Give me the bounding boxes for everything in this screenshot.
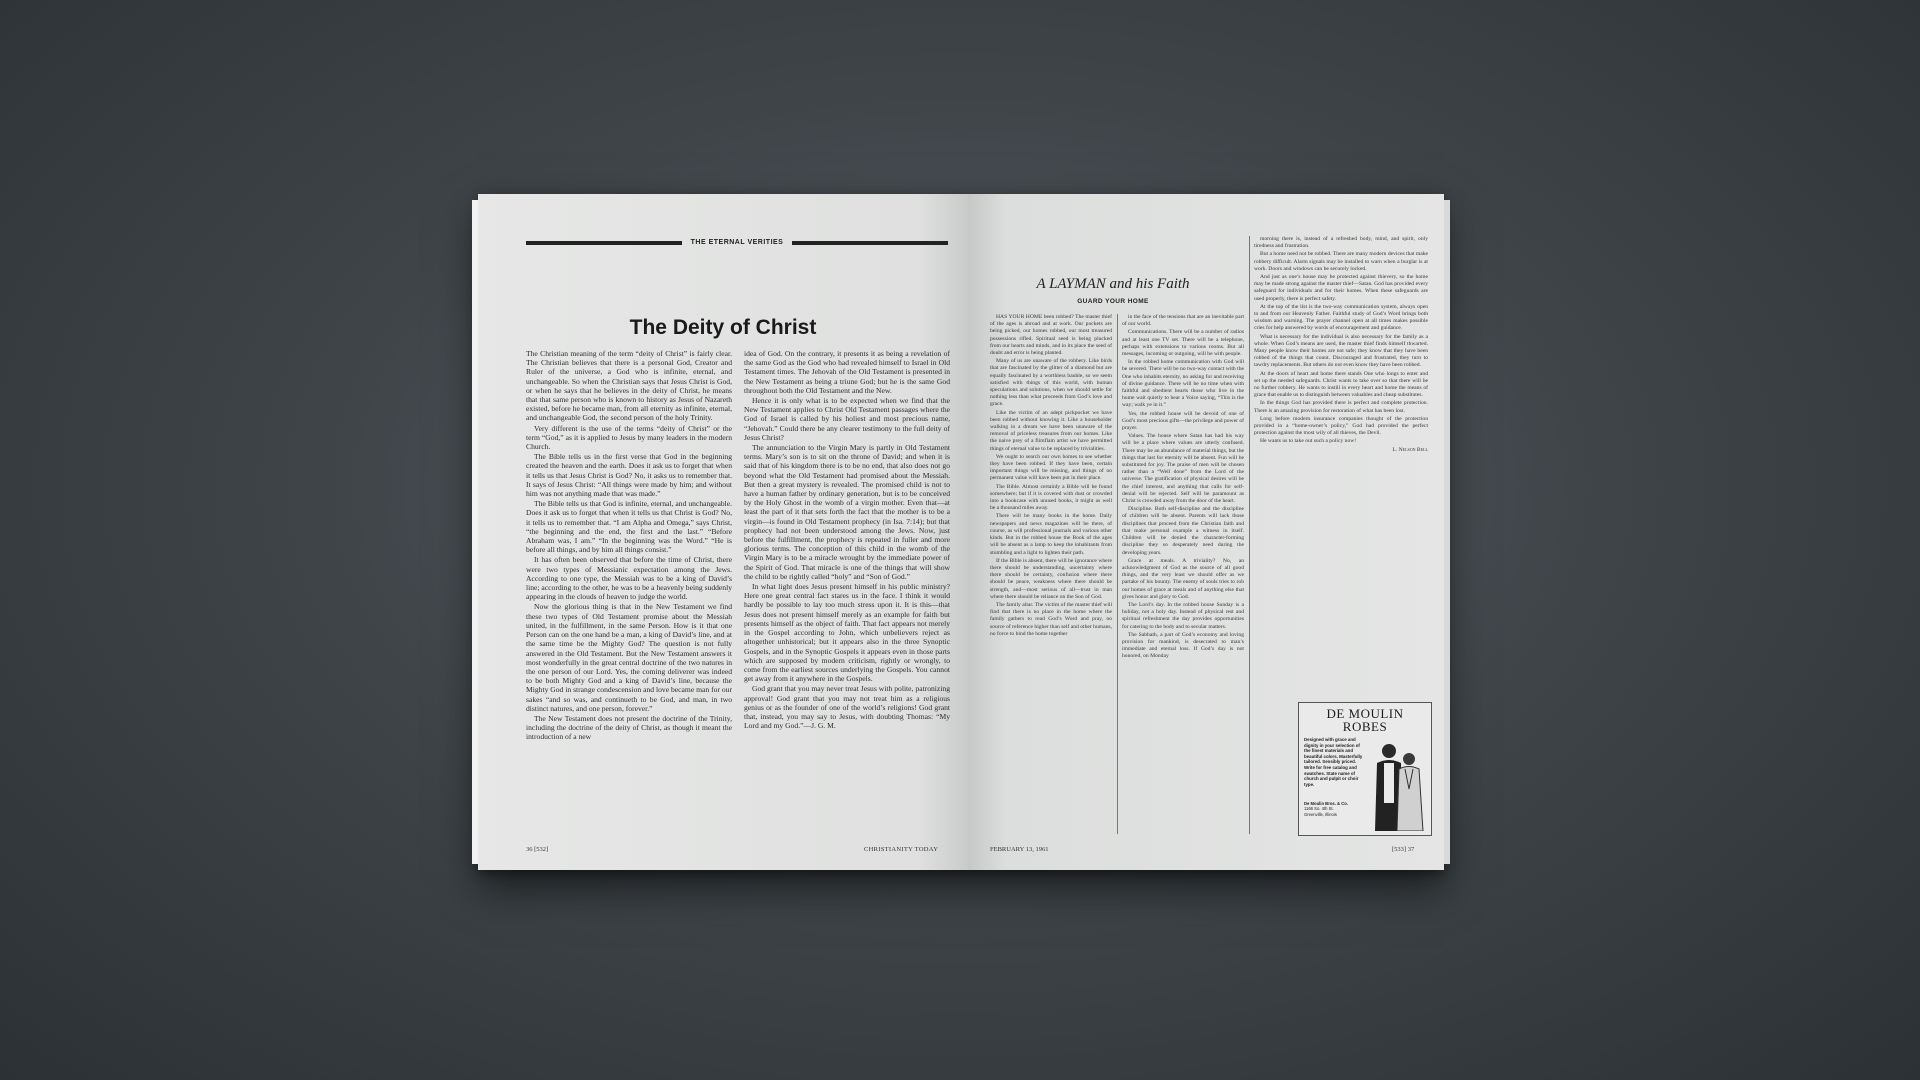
robed-figures-illustration (1369, 737, 1427, 831)
ad-company: De Moulin Bros. & Co. (1304, 801, 1348, 806)
paragraph: And just as one’s house may be protected against thievery, so the home may be made strong against the master thief—Satan. God has provided every safeguard for individuals and for their homes. When these safeguards are used properly, there is perfect safety. (1254, 274, 1428, 302)
paragraph: Values. The house where Satan has had his way will be a place where values are utterly confused. There may be an abundance of material things, but the things that last for eternity will be absent. Fun will be substituted for joy. The praise of men will be chosen rather than a “Well done” from the Lord of the universe. The gratification of physical desires will be the chief interest, and anything that calls for self-denial will be rejected. Self will be paramount as Christ is crowded away from the door of the heart. (1122, 433, 1244, 505)
left-page (478, 194, 968, 870)
article-title: The Deity of Christ (629, 316, 817, 339)
paragraph: The New Testament does not present the doctrine of the Trinity, including the doctrine of the deity of Christ, as though it meant the introduction of a new (526, 713, 732, 742)
paragraph: in the face of the tensions that are an inevitable part of our world. (1122, 314, 1244, 328)
paragraph: There will be many books in the home. Daily newspapers and news magazines will be there, of course, as will professional journals and various other kinds. But in the robbed house the Book of the ages will be absent as a lamp to keep the inhabitants from stumbling and a light to lighten their path. (990, 513, 1112, 556)
paragraph: Discipline. Both self-discipline and the discipline of children will be absent. Parents will lack those disciplines that proceed from the Christian faith and that make personal example a witness in itself. Children will be denied the character-forming discipline they so desperately need during the developing years. (1122, 506, 1244, 556)
paragraph: Now the glorious thing is that in the New Testament we find these two types of Old Testament promise about the Messiah united, in the fulfillment, in the same Person. How is it that one Person can on the one hand be a man, a king of David’s line, and at the same time be the Mighty God? The question is not fully answered in the Old Testament. But the New Testament answers it most wonderfully in the great central doctrine of the two natures in the one person of our Lord. Yes, the coming deliverer was indeed to be both Mighty God and a king of David’s line, because the Mighty God in strange condescension and love became man for our sakes “and so was, and continueth to be God, and man, in two distinct natures, and one person, forever.” (526, 602, 732, 713)
magazine-spread (478, 194, 1444, 870)
page-edge-right (1444, 200, 1450, 864)
paragraph: He wants us to take out such a policy now! (1260, 438, 1357, 445)
paragraph: In the robbed home communication with God will be severed. There will be no two-way contact with the One who inhabits eternity, no asking for and receiving of divine guidance. There will be no time when with faithful and obedient hearts those who live in the home wait quietly to hear a Voice saying, “This is the way; walk ye in it.” (1122, 359, 1244, 409)
article-column-2 (744, 349, 950, 833)
paragraph: Communications. There will be a number of radios and at least one TV set. There will be a telephone, perhaps with extensions to various rooms. But all messages, incoming or outgoing, will be with people. (1122, 329, 1244, 358)
paragraph: Grace at meals. A triviality? No, an acknowledgment of God as the source of all good things, and the very least we should offer as we partake of his bounty. The enemy of souls tries to rob our homes of grace at meals and of anything else that gives honor and glory to God. (1122, 557, 1244, 600)
magazine-name: CHRISTIANITY TODAY (864, 846, 939, 853)
page-number-left: 36 [532] (526, 846, 549, 853)
section-label: THE ETERNAL VERITIES (690, 239, 784, 246)
paragraph: It has often been observed that before the time of Christ, there were two types of Messianic expectation among the Jews. According to one type, the Messiah was to be a king of David’s line; according to the other, he was to be a heavenly being suddenly appearing in the clouds of heaven to judge the world. (526, 555, 732, 602)
layman-column-3 (1254, 236, 1428, 696)
paragraph: The annunciation to the Virgin Mary is partly in Old Testament terms. Mary’s son is to sit on the throne of David; and when it is said that of his kingdom there is to be no end, that also does not go beyond what the Old Testament had promised about the Messiah. But then a great mystery is revealed. The promised child is not to have a human father by ordinary generation, but is to be conceived by the Holy Ghost in the womb of a virgin mother. Even that—at least the part of it that sets forth the fact that the mother is to be a virgin—is found in Old Testament prophecy (in Isa. 7:14); but that prophecy had not been understood among the Jews. Now, just before the fulfillment, the prophecy is repeated in fuller and more glorious terms. The conception of this child in the womb of the Virgin Mary is to be a miracle wrought by the immediate power of the Spirit of God. That miracle is one of the things that will show the child to be rightly called “holy” and “Son of God.” (744, 443, 950, 581)
paragraph: At the top of the list is the two-way communication system, always open to and from our Heavenly Father. Faithful study of God’s Word brings both wisdom and warning. The prayer channel open at all times makes possible cries for help answered by words of encouragement and guidance. (1254, 303, 1428, 332)
column-title: A LAYMAN and his Faith (1036, 276, 1190, 292)
paragraph: morning there is, instead of a refreshed body, mind, and spirit, only tiredness and frustration. (1254, 236, 1428, 250)
paragraph: The Bible tells us in the first verse that God in the beginning created the heaven and the earth. Does it ask us to forget that when it tells us that Jesus Christ is God? No, it asks us to remember that. It says of Jesus Christ: “All things were made by him; and without him was not anything made that was made.” (526, 452, 732, 499)
paragraph: God grant that you may never treat Jesus with polite, patronizing approval! God grant that you may not treat him as a religious genius or as the founder of one of the world’s religions! God grant that, instead, you may say to Jesus, with doubting Thomas: “My Lord and my God.”—J. G. M. (744, 684, 950, 731)
layman-column-2 (1122, 314, 1244, 834)
paragraph: The Bible tells us that God is infinite, eternal, and unchangeable. Does it ask us to forget that when it tells us that Christ is God? No, it tells us to remember that. “I am Alpha and Omega,” says Christ, “the beginning and the end, the first and the last.” “Before Abraham was, I am.” “In the beginning was the Word.” “He is before all things, and by him all things consist.” (526, 499, 732, 555)
paragraph: But a home need not be robbed. There are many modern devices that make robbery difficult. Alarm signals may be installed to warn when a burglar is at work. Doors and windows can be securely locked. (1254, 251, 1428, 272)
article-column-1 (526, 349, 732, 833)
paragraph: In what light does Jesus present himself in his public ministry? Here one great central fact stares us in the face. I think it would hardly be possible to lay too much stress upon it. It is this—that Jesus does not present himself merely as an example for faith but presents himself as the object of faith. That fact appears not merely in the Gospel according to John, which unbelievers reject as altogether unhistorical; but it appears also in the three Synoptic Gospels, and in the Synoptic Gospels it appears even in those parts which are supposed by modern criticism, rightly or wrongly, to come from the earliest sources underlying the Gospels. You cannot get away from it anywhere in the Gospels. (744, 582, 950, 684)
page-edge-left (472, 200, 478, 864)
page-number-right: [533] 37 (1392, 846, 1415, 853)
paragraph: The Sabbath, a part of God’s economy and loving provision for mankind, is desecrated to man’s immediate and eternal loss. If God’s day is not honored, on Monday (1122, 631, 1244, 660)
ad-body: Designed with grace and dignity in your selection of the finest materials and beautiful colors. Masterfully tailored. Sensibly priced. Write for free catalog and swatches. State name of church and pulpit or choir type. (1304, 737, 1363, 787)
paragraph: Long before modern insurance companies thought of the protection provided in a “home-owner’s policy,” God had provided the perfect protection against the most wily of all thieves, the Devil. (1254, 415, 1428, 437)
ad-address (1304, 801, 1374, 817)
paragraph: Very different is the use of the terms “deity of Christ” or the term “God,” as it is applied to Jesus by many leaders in the modern Church. (526, 423, 732, 452)
layman-column-1 (990, 314, 1112, 834)
de-moulin-robes-ad (1298, 702, 1432, 836)
ad-title-line: DE MOULIN (1326, 706, 1404, 721)
paragraph: In the things God has provided there is perfect and complete protection. There is an amazing provision for restoration of what has been lost. (1254, 400, 1428, 414)
paragraph: Hence it is only what is to be expected when we find that the New Testament applies to Christ Old Testament passages where the God of Israel is called by his holiest and most precious name, “Jehovah.” Could there be any clearer testimony to the full deity of Jesus Christ? (744, 396, 950, 442)
paragraph: We ought to search our own homes to see whether they have been robbed. If they have been, certain important things will be missing, and things of no permanent value will have been put in their place. (990, 453, 1112, 482)
paragraph: The Christian meaning of the term “deity of Christ” is fairly clear. The Christian believes that there is a personal God, Creator and Ruler of the universe, a God who is infinite, eternal, and unchangeable. So when the Christian says that Jesus Christ is God, or when he says that he believes in the deity of Christ, he means that that same person who is known to history as Jesus of Nazareth existed, before he became man, from all eternity as infinite, eternal, and unchangeable God, the second person of the holy Trinity. (526, 349, 732, 423)
ad-title-line: ROBES (1342, 719, 1388, 734)
right-page (968, 194, 1444, 870)
author-signature: L. Nelson Bell (1392, 446, 1428, 453)
paragraph: The family altar. The victim of the master thief will find that there is no place in the home where the family gathers to read God’s Word and pray, no source of reference higher than self and other humans, no force to bind the home together (990, 601, 1112, 637)
column-subtitle: GUARD YOUR HOME (1077, 298, 1149, 305)
ad-title (1299, 707, 1431, 733)
paragraph: What is necessary for the individual is also necessary for the family as a whole. When God’s means are used, the master thief finds himself thwarted. Many people know their homes are not safe; they know that they have been robbed of the things that count. Discouraged and frustrated, they turn to tawdry replacements. But others do not even know they have been robbed. (1254, 333, 1428, 369)
paragraph: Many of us are unaware of the robbery. Like birds that are fascinated by the glitter of a diamond but are equally fascinated by a worthless bauble, so we seem satisfied with things of this world, with human speculations and solutions, when we should settle for nothing less than what proceeds from God’s love and grace. (990, 358, 1112, 408)
issue-date: FEBRUARY 13, 1961 (990, 846, 1049, 853)
ad-street: 1166 So. 4th St. (1304, 806, 1334, 812)
paragraph: idea of God. On the contrary, it presents it as being a revelation of the same God as the God who had revealed himself to Israel in Old Testament times. The Jehovah of the Old Testament is presented in the New Testament as being a triune God; but he is the same God throughout both the Old Testament and the New. (744, 349, 950, 395)
paragraph: The Lord’s day. In the robbed house Sunday is a holiday, not a holy day. Instead of physical rest and spiritual refreshment the day provides opportunities for catering to the body and to secular matters. (1122, 601, 1244, 630)
rule-left (526, 241, 682, 245)
column-divider (1117, 314, 1118, 834)
paragraph: If the Bible is absent, there will be ignorance where there should be understanding, uncertainty where there should be certainty, confusion where there should be peace, weakness where there should be strength, and—most serious of all—trust in man where there should be reliance on the Son of God. (990, 557, 1112, 600)
paragraph: Yes, the robbed house will be devoid of one of God’s most precious gifts—the privilege and power of prayer. (1122, 410, 1244, 432)
paragraph: At the doors of heart and home there stands One who longs to enter and set up the needed safeguards. Christ wants to take over so that there will be no further robbery. He wants to instill in every heart and home the means of grace that enable us to distinguish between valuables and cheap substitutes. (1254, 370, 1428, 399)
paragraph: The Bible. Almost certainly a Bible will be found somewhere; but if it is covered with dust or crowded into a bookcase with unused books, it might as well be a thousand miles away. (990, 483, 1112, 512)
ad-city: Greenville, Illinois (1304, 811, 1337, 817)
column-divider (1249, 236, 1250, 834)
paragraph: Like the victim of an adept pickpocket we have been robbed without knowing it. Like a householder walking in a dream we have been unaware of the removal of priceless treasures from our homes. Like the naive prey of a flimflam artist we have permitted things of eternal value to be replaced by trivialities. (990, 409, 1112, 452)
rule-right (792, 241, 948, 245)
paragraph: HAS YOUR HOME been robbed? The master thief of the ages is abroad and at work. Our pockets are being picked, our homes robbed, our most treasured possessions rifled. Spiritual seed is being plucked from our hearts and minds, and in its place the seed of doubt and error is being planted. (990, 314, 1112, 357)
